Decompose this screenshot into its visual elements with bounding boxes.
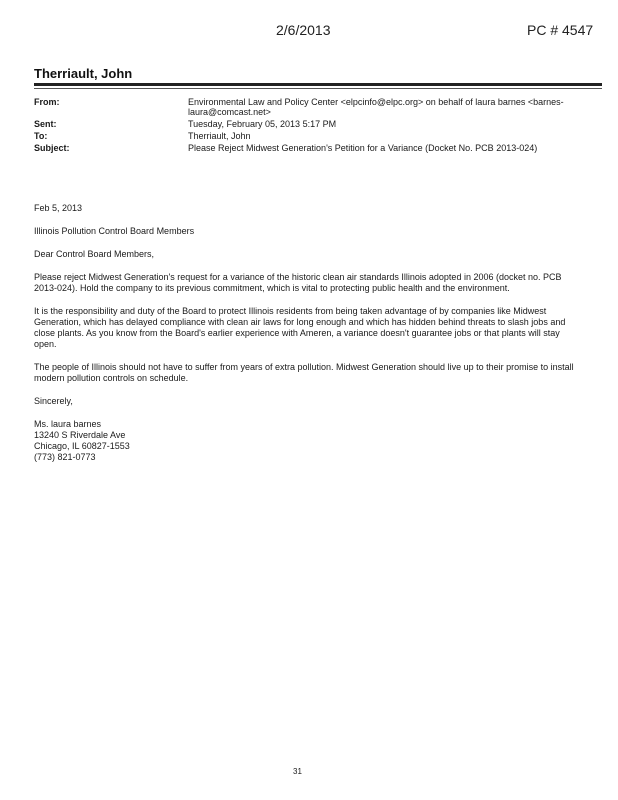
header-label: To: xyxy=(34,131,48,141)
header-value: Environmental Law and Policy Center <elpcinfo@elpc.org> on behalf of laura barnes <barnes-laura@comcast.net> xyxy=(188,97,564,117)
pc-number-stamp: PC # 4547 xyxy=(527,22,594,38)
email-body xyxy=(34,203,579,463)
letter-recipient: Illinois Pollution Control Board Members xyxy=(34,226,195,236)
header-sent xyxy=(34,119,604,129)
signature-name: Ms. laura barnes xyxy=(34,419,102,429)
header-value: Therriault, John xyxy=(188,131,251,141)
email-headers xyxy=(34,97,604,155)
letter-paragraph: Please reject Midwest Generation's request for a variance of the historic clean air standards Illinois adopted in 2006 (docket no. PCB 2013-024). Hold the company to its previous commitment, which is vital to protecting public health and the environment. xyxy=(34,272,562,293)
signature-phone: (773) 821-0773 xyxy=(34,452,96,462)
page-number: 31 xyxy=(293,767,302,776)
header-rule-thin xyxy=(34,88,602,89)
letter-closing: Sincerely, xyxy=(34,396,73,406)
letter-salutation: Dear Control Board Members, xyxy=(34,249,155,259)
signature-city: Chicago, IL 60827-1553 xyxy=(34,441,130,451)
header-subject xyxy=(34,143,604,153)
signature-street: 13240 S Riverdale Ave xyxy=(34,430,126,440)
header-value: Please Reject Midwest Generation's Petition for a Variance (Docket No. PCB 2013-024) xyxy=(188,143,538,153)
header-label: From: xyxy=(34,97,60,107)
letter-paragraph: It is the responsibility and duty of the Board to protect Illinois residents from being taken advantage of by companies like Midwest Generation, which has delayed compliance with clean air laws for long enough and which has hidden behind threats to slash jobs and close plants. As you know from the Board's earlier experience with Ameren, a variance doesn't guarantee jobs or that plants will stay open. xyxy=(34,306,566,349)
letter-date: Feb 5, 2013 xyxy=(34,203,83,213)
header-label: Subject: xyxy=(34,143,70,153)
mailbox-owner: Therriault, John xyxy=(34,66,133,81)
header-value: Tuesday, February 05, 2013 5:17 PM xyxy=(188,119,337,129)
header-rule xyxy=(34,83,602,86)
header-from xyxy=(34,97,604,117)
header-to xyxy=(34,131,604,141)
letter-paragraph: The people of Illinois should not have to suffer from years of extra pollution. Midwest Generation should live up to their promise to install modern pollution controls on schedule. xyxy=(34,362,574,383)
date-stamp: 2/6/2013 xyxy=(276,22,331,38)
signature-block xyxy=(34,419,579,463)
header-label: Sent: xyxy=(34,119,57,129)
